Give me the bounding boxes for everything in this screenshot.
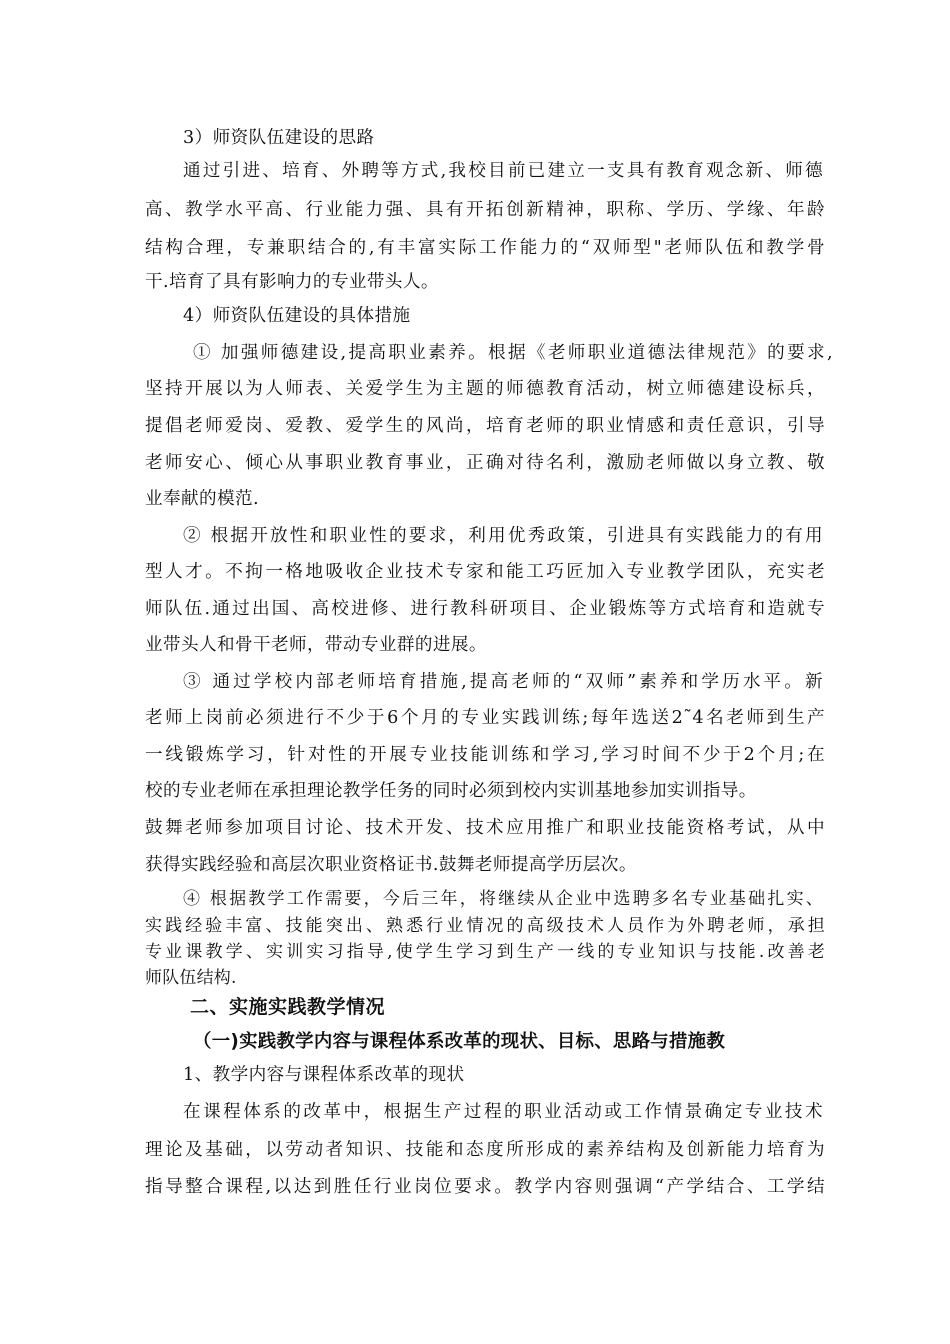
item4-line-4: 师队伍结构. [145, 968, 237, 988]
section3-para-line-3: 结构合理，专兼职结合的,有丰富实际工作能力的“双师型"老师队伍和教学骨 [145, 238, 825, 258]
item1-line-2: 坚持开展以为人师表、关爱学生为主题的师德教育活动，树立师德建设标兵， [145, 379, 825, 399]
item1-line-5: 业奉献的模范. [145, 489, 259, 509]
item3-line-6: 获得实践经验和高层次职业资格证书.鼓舞老师提高学历层次。 [145, 855, 637, 875]
item2-line-2: 型人才。不拘一格地吸收企业技术专家和能工巧匠加入专业教学团队，充实老 [145, 562, 825, 582]
item2-line-4: 业带头人和骨干老师，带动专业群的进展。 [145, 635, 487, 655]
section3-para-line-1: 通过引进、培育、外聘等方式,我校目前已建立一支具有教育观念新、师德 [183, 161, 823, 181]
item2-line-3: 师队伍.通过出国、高校进修、进行教科研项目、企业锻炼等方式培育和造就专 [145, 599, 825, 619]
chapter2-title: 二、实施实践教学情况 [190, 996, 386, 1018]
item3-line-2: 老师上岗前必须进行不少于6个月的专业实践训练;每年选送2˜4名老师到生产 [145, 708, 825, 728]
item3-line-1: ③ 通过学校内部老师培育措施,提高老师的“双师”素养和学历水平。新 [183, 672, 823, 692]
point1-para-line-3: 指导整合课程,以达到胜任行业岗位要求。教学内容则强调“产学结合、工学结 [145, 1177, 825, 1197]
point1-para-line-2: 理论及基础，以劳动者知识、技能和态度所形成的素养结构及创新能力培育为 [145, 1140, 825, 1160]
section3-heading: 3）师资队伍建设的思路 [183, 128, 375, 148]
item1-line-4: 老师安心、倾心从事职业教育事业，正确对待名利，激励老师做以身立教、敬 [145, 453, 825, 473]
item1-line-1: ① 加强师德建设,提高职业素养。根据《老师职业道德法律规范》的要求, [193, 343, 833, 363]
item1-line-3: 提倡老师爱岗、爱教、爱学生的风尚，培育老师的职业情感和责任意识，引导 [145, 416, 825, 436]
section3-para-line-4: 干.培育了具有影响力的专业带头人。 [145, 272, 439, 292]
section4-heading: 4）师资队伍建设的具体措施 [183, 306, 411, 326]
item2-line-1: ② 根据开放性和职业性的要求，利用优秀政策，引进具有实践能力的有用 [183, 526, 823, 546]
point1-heading: 1、教学内容与课程体系改革的现状 [183, 1065, 465, 1085]
point1-para-line-1: 在课程体系的改革中，根据生产过程的职业活动或工作情景确定专业技术 [183, 1102, 823, 1122]
item3-line-5: 鼓舞老师参加项目讨论、技术开发、技术应用推广和职业技能资格考试，从中 [145, 818, 825, 838]
item3-line-4: 校的专业老师在承担理论教学任务的同时必须到校内实训基地参加实训指导。 [145, 781, 757, 801]
item4-line-3: 专业课教学、实训实习指导,使学生学习到生产一线的专业知识与技能.改善老 [145, 942, 825, 962]
section3-para-line-2: 高、教学水平高、行业能力强、具有开拓创新精神，职称、学历、学缘、年龄 [145, 200, 825, 220]
item3-line-3: 一线锻炼学习，针对性的开展专业技能训练和学习,学习时间不少于2个月;在 [145, 745, 825, 765]
chapter2-subsection1-title: （一)实践教学内容与课程体系改革的现状、目标、思路与措施教 [193, 1031, 726, 1052]
item4-line-1: ④ 根据教学工作需要，今后三年，将继续从企业中选聘多名专业基础扎实、 [183, 889, 823, 909]
item4-line-2: 实践经验丰富、技能突出、熟悉行业情况的高级技术人员作为外聘老师，承担 [145, 916, 825, 936]
